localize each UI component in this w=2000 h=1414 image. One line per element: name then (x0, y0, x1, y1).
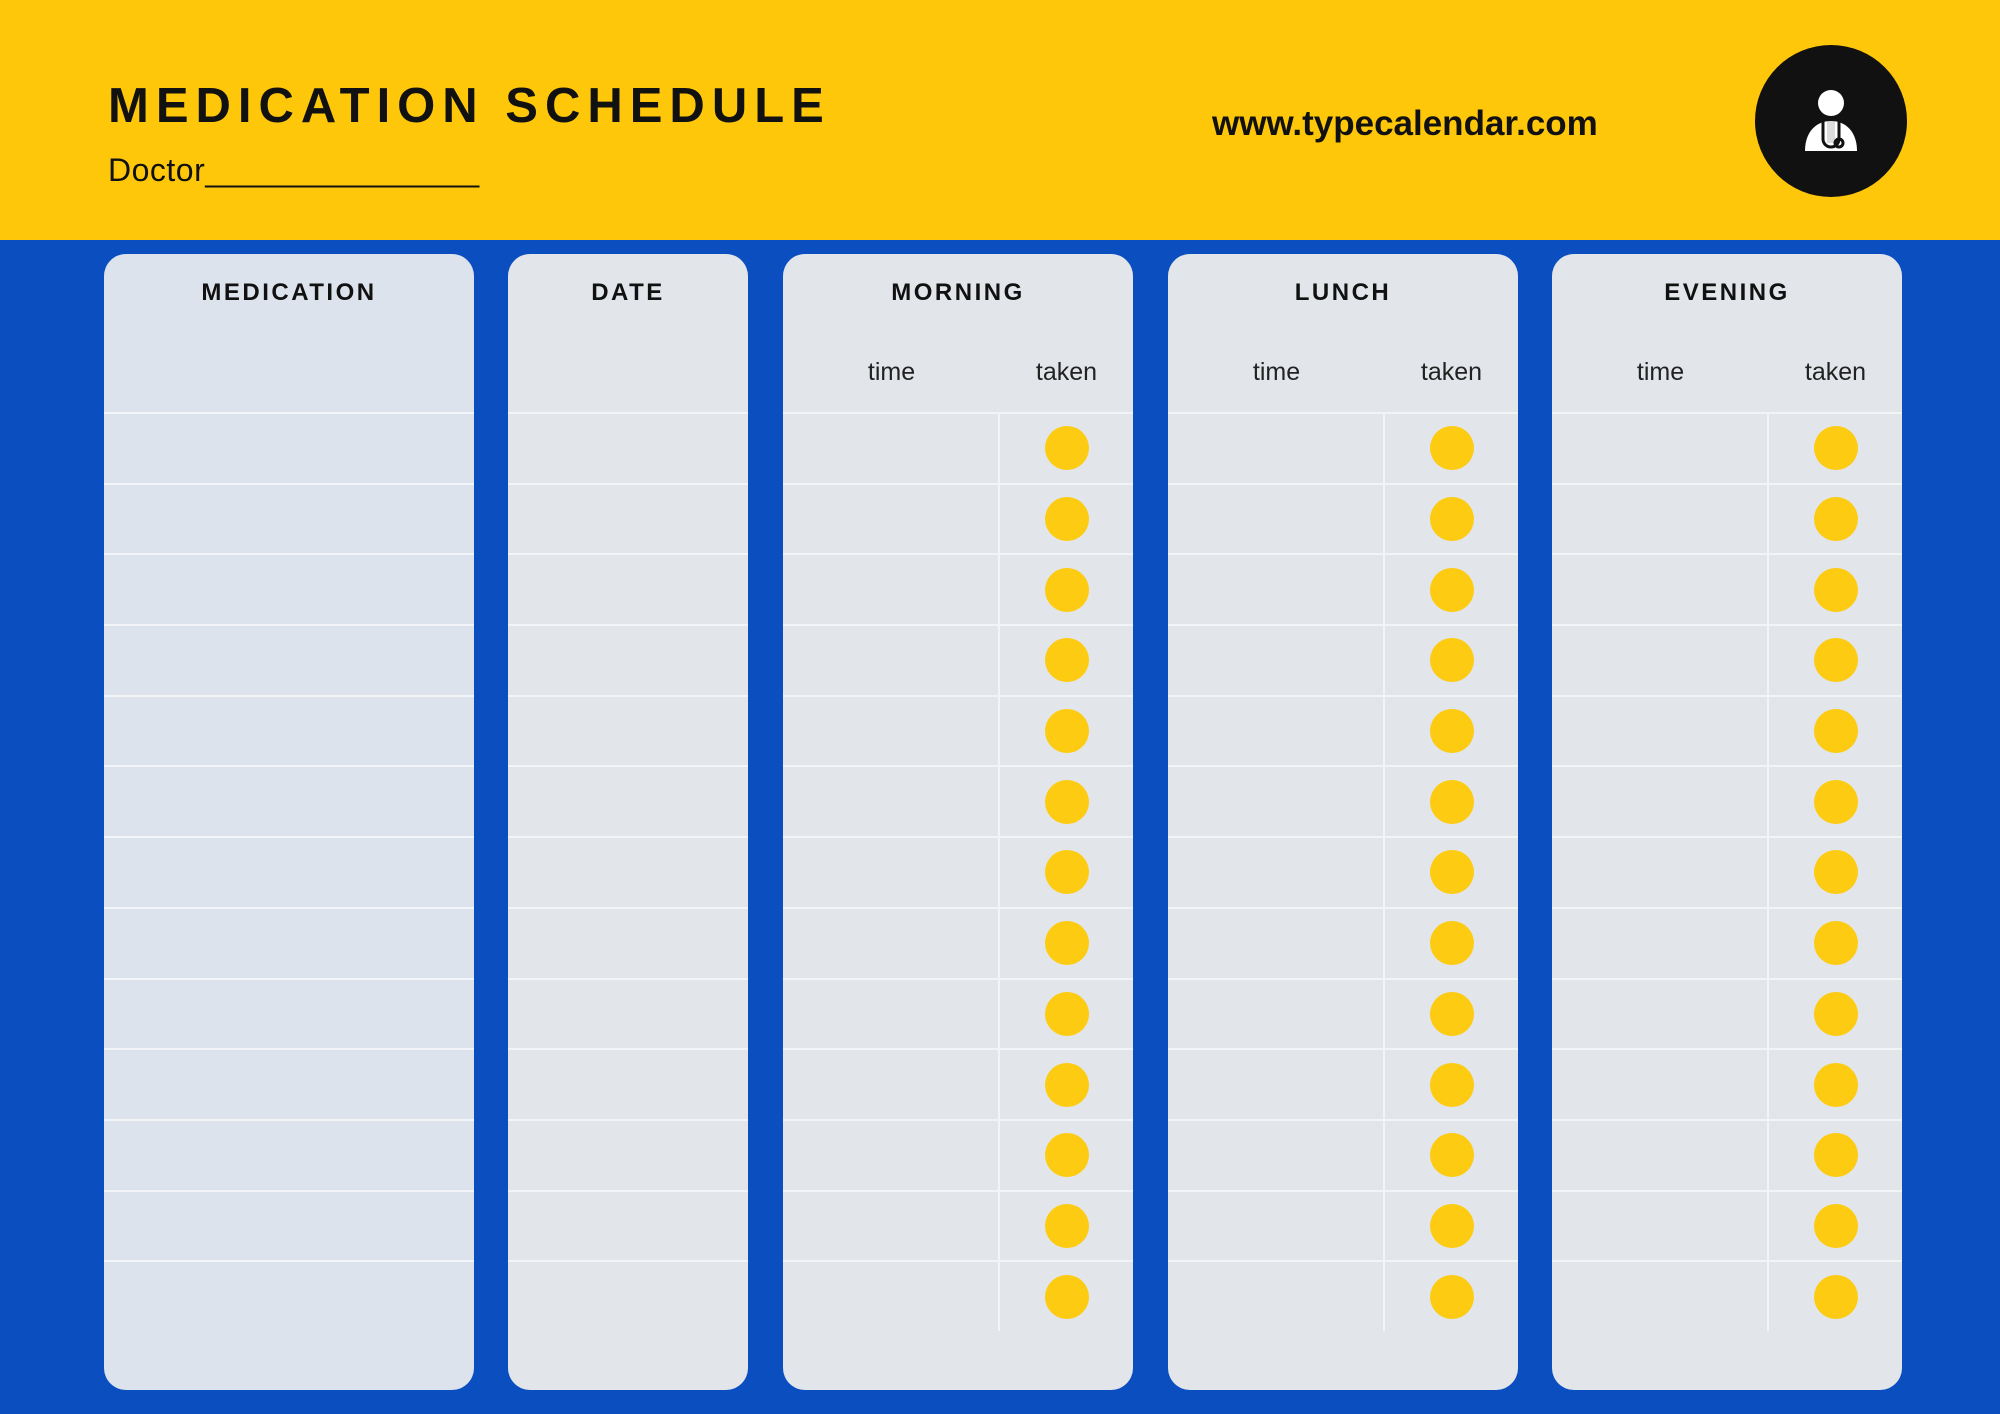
lunch-time-cell[interactable] (1168, 909, 1385, 978)
table-row[interactable] (1552, 1119, 1902, 1190)
lunch-time-cell[interactable] (1168, 485, 1385, 554)
taken-dot-icon[interactable] (1430, 709, 1474, 753)
morning-taken-cell[interactable] (1000, 626, 1133, 695)
taken-dot-icon[interactable] (1430, 497, 1474, 541)
table-row[interactable] (783, 695, 1133, 766)
column-morning (783, 254, 1133, 1390)
date-cell[interactable] (508, 1121, 748, 1190)
table-row[interactable] (783, 1190, 1133, 1261)
table-row[interactable] (1168, 978, 1518, 1049)
lunch-taken-cell[interactable] (1385, 555, 1518, 624)
lunch-taken-cell[interactable] (1385, 767, 1518, 836)
taken-dot-icon[interactable] (1045, 1204, 1089, 1248)
taken-dot-icon[interactable] (1045, 850, 1089, 894)
table-row[interactable] (104, 1048, 474, 1119)
table-row[interactable] (783, 1119, 1133, 1190)
medication-rows (104, 412, 474, 1331)
table-row[interactable] (1552, 765, 1902, 836)
taken-dot-icon[interactable] (1045, 992, 1089, 1036)
taken-dot-icon[interactable] (1430, 921, 1474, 965)
medication-cell[interactable] (104, 980, 474, 1049)
morning-taken-cell[interactable] (1000, 555, 1133, 624)
taken-dot-icon[interactable] (1430, 850, 1474, 894)
table-row[interactable] (783, 836, 1133, 907)
table-row[interactable] (104, 836, 474, 907)
morning-time-cell[interactable] (783, 697, 1000, 766)
table-row[interactable] (1552, 695, 1902, 766)
evening-time-cell[interactable] (1552, 626, 1769, 695)
evening-rows (1552, 412, 1902, 1331)
lunch-time-cell[interactable] (1168, 1262, 1385, 1331)
medication-cell[interactable] (104, 1192, 474, 1261)
lunch-time-cell[interactable] (1168, 1121, 1385, 1190)
subheader-time: time (1252, 357, 1301, 386)
table-row[interactable] (104, 624, 474, 695)
table-row[interactable] (104, 978, 474, 1049)
lunch-time-cell[interactable] (1168, 697, 1385, 766)
medication-header-spacer (104, 332, 474, 412)
morning-time-cell[interactable] (783, 1192, 1000, 1261)
table-row[interactable] (783, 1048, 1133, 1119)
medication-cell[interactable] (104, 485, 474, 554)
lunch-time-cell[interactable] (1168, 555, 1385, 624)
morning-time-cell[interactable] (783, 980, 1000, 1049)
morning-taken-cell[interactable] (1000, 838, 1133, 907)
table-row[interactable] (508, 765, 748, 836)
date-cell[interactable] (508, 485, 748, 554)
table-row[interactable] (783, 553, 1133, 624)
date-rows (508, 412, 748, 1331)
evening-subheaders (1552, 332, 1902, 412)
lunch-time-cell[interactable] (1168, 626, 1385, 695)
evening-taken-cell[interactable] (1769, 767, 1902, 836)
taken-dot-icon[interactable] (1814, 568, 1858, 612)
lunch-taken-cell[interactable] (1385, 1121, 1518, 1190)
subheader-taken: taken (1035, 357, 1098, 386)
date-cell[interactable] (508, 1050, 748, 1119)
medication-cell[interactable] (104, 626, 474, 695)
evening-time-cell[interactable] (1552, 1050, 1769, 1119)
subheader-taken: taken (1420, 357, 1483, 386)
taken-dot-icon[interactable] (1045, 780, 1089, 824)
medication-cell[interactable] (104, 414, 474, 483)
morning-subheaders (783, 332, 1133, 412)
table-row[interactable] (104, 553, 474, 624)
date-cell[interactable] (508, 767, 748, 836)
lunch-time-cell[interactable] (1168, 980, 1385, 1049)
taken-dot-icon[interactable] (1814, 426, 1858, 470)
taken-dot-icon[interactable] (1814, 1204, 1858, 1248)
table-row[interactable] (1168, 836, 1518, 907)
taken-dot-icon[interactable] (1430, 992, 1474, 1036)
table-row[interactable] (1552, 978, 1902, 1049)
table-row[interactable] (508, 907, 748, 978)
morning-time-cell[interactable] (783, 838, 1000, 907)
medication-cell[interactable] (104, 1121, 474, 1190)
taken-dot-icon[interactable] (1045, 638, 1089, 682)
taken-dot-icon[interactable] (1814, 1063, 1858, 1107)
doctor-field-label: Doctor_______________ (108, 152, 480, 188)
taken-dot-icon[interactable] (1814, 709, 1858, 753)
date-cell[interactable] (508, 1262, 748, 1331)
morning-taken-cell[interactable] (1000, 414, 1133, 483)
evening-taken-cell[interactable] (1769, 1262, 1902, 1331)
table-row[interactable] (1552, 412, 1902, 483)
medication-cell[interactable] (104, 555, 474, 624)
lunch-taken-cell[interactable] (1385, 1192, 1518, 1261)
taken-dot-icon[interactable] (1814, 780, 1858, 824)
lunch-time-cell[interactable] (1168, 1050, 1385, 1119)
morning-taken-cell[interactable] (1000, 1192, 1133, 1261)
schedule-board (0, 240, 2000, 1414)
taken-dot-icon[interactable] (1045, 709, 1089, 753)
table-row[interactable] (783, 1260, 1133, 1331)
table-row[interactable] (508, 695, 748, 766)
column-header-medication: MEDICATION (201, 279, 377, 306)
column-evening (1552, 254, 1902, 1390)
morning-time-cell[interactable] (783, 1262, 1000, 1331)
table-row[interactable] (104, 695, 474, 766)
taken-dot-icon[interactable] (1814, 497, 1858, 541)
morning-time-cell[interactable] (783, 1050, 1000, 1119)
table-row[interactable] (1552, 907, 1902, 978)
column-header-morning: MORNING (891, 279, 1025, 306)
lunch-taken-cell[interactable] (1385, 1050, 1518, 1119)
morning-taken-cell[interactable] (1000, 1050, 1133, 1119)
subheader-taken: taken (1804, 357, 1867, 386)
doctor-avatar-icon (1755, 45, 1907, 197)
morning-taken-cell[interactable] (1000, 485, 1133, 554)
table-row[interactable] (1168, 412, 1518, 483)
table-row[interactable] (1168, 553, 1518, 624)
morning-time-cell[interactable] (783, 767, 1000, 836)
taken-dot-icon[interactable] (1045, 1063, 1089, 1107)
taken-dot-icon[interactable] (1045, 921, 1089, 965)
morning-time-cell[interactable] (783, 555, 1000, 624)
evening-taken-cell[interactable] (1769, 838, 1902, 907)
evening-taken-cell[interactable] (1769, 1050, 1902, 1119)
evening-time-cell[interactable] (1552, 697, 1769, 766)
table-row[interactable] (104, 483, 474, 554)
evening-time-cell[interactable] (1552, 1192, 1769, 1261)
taken-dot-icon[interactable] (1814, 850, 1858, 894)
table-row[interactable] (1168, 1190, 1518, 1261)
table-row[interactable] (1168, 1048, 1518, 1119)
morning-time-cell[interactable] (783, 626, 1000, 695)
column-medication (104, 254, 474, 1390)
taken-dot-icon[interactable] (1045, 1133, 1089, 1177)
date-cell[interactable] (508, 697, 748, 766)
date-cell[interactable] (508, 1192, 748, 1261)
morning-time-cell[interactable] (783, 1121, 1000, 1190)
table-row[interactable] (1552, 836, 1902, 907)
table-row[interactable] (1168, 1119, 1518, 1190)
table-row[interactable] (104, 1190, 474, 1261)
column-header-lunch: LUNCH (1294, 279, 1392, 306)
table-row[interactable] (508, 624, 748, 695)
evening-time-cell[interactable] (1552, 555, 1769, 624)
evening-time-cell[interactable] (1552, 767, 1769, 836)
taken-dot-icon[interactable] (1430, 638, 1474, 682)
table-row[interactable] (783, 978, 1133, 1049)
evening-time-cell[interactable] (1552, 414, 1769, 483)
evening-taken-cell[interactable] (1769, 485, 1902, 554)
table-row[interactable] (1168, 695, 1518, 766)
morning-taken-cell[interactable] (1000, 767, 1133, 836)
column-header-date: DATE (591, 279, 665, 306)
table-row[interactable] (1552, 1048, 1902, 1119)
taken-dot-icon[interactable] (1430, 1275, 1474, 1319)
medication-cell[interactable] (104, 838, 474, 907)
morning-taken-cell[interactable] (1000, 1121, 1133, 1190)
evening-time-cell[interactable] (1552, 980, 1769, 1049)
page-title: MEDICATION SCHEDULE (108, 79, 831, 133)
taken-dot-icon[interactable] (1430, 1133, 1474, 1177)
evening-taken-cell[interactable] (1769, 555, 1902, 624)
evening-taken-cell[interactable] (1769, 697, 1902, 766)
lunch-time-cell[interactable] (1168, 1192, 1385, 1261)
table-row[interactable] (508, 553, 748, 624)
taken-dot-icon[interactable] (1430, 568, 1474, 612)
taken-dot-icon[interactable] (1045, 497, 1089, 541)
table-row[interactable] (783, 907, 1133, 978)
subheader-time: time (1636, 357, 1685, 386)
medication-cell[interactable] (104, 767, 474, 836)
morning-taken-cell[interactable] (1000, 697, 1133, 766)
lunch-time-cell[interactable] (1168, 838, 1385, 907)
subheader-time: time (867, 357, 916, 386)
evening-taken-cell[interactable] (1769, 626, 1902, 695)
column-date (508, 254, 748, 1390)
evening-time-cell[interactable] (1552, 1121, 1769, 1190)
morning-taken-cell[interactable] (1000, 980, 1133, 1049)
evening-taken-cell[interactable] (1769, 1121, 1902, 1190)
medication-cell[interactable] (104, 909, 474, 978)
lunch-taken-cell[interactable] (1385, 626, 1518, 695)
table-row[interactable] (508, 483, 748, 554)
lunch-subheaders (1168, 332, 1518, 412)
morning-taken-cell[interactable] (1000, 909, 1133, 978)
taken-dot-icon[interactable] (1045, 426, 1089, 470)
table-row[interactable] (1168, 765, 1518, 836)
taken-dot-icon[interactable] (1045, 568, 1089, 612)
table-row[interactable] (783, 624, 1133, 695)
table-row[interactable] (1168, 907, 1518, 978)
taken-dot-icon[interactable] (1430, 426, 1474, 470)
evening-taken-cell[interactable] (1769, 1192, 1902, 1261)
medication-cell[interactable] (104, 697, 474, 766)
lunch-taken-cell[interactable] (1385, 697, 1518, 766)
morning-time-cell[interactable] (783, 414, 1000, 483)
lunch-taken-cell[interactable] (1385, 485, 1518, 554)
taken-dot-icon[interactable] (1814, 921, 1858, 965)
table-row[interactable] (508, 1190, 748, 1261)
column-lunch (1168, 254, 1518, 1390)
evening-time-cell[interactable] (1552, 909, 1769, 978)
lunch-time-cell[interactable] (1168, 414, 1385, 483)
table-row[interactable] (783, 765, 1133, 836)
table-row[interactable] (104, 907, 474, 978)
website-url[interactable]: www.typecalendar.com (1212, 104, 1598, 143)
table-row[interactable] (508, 1119, 748, 1190)
taken-dot-icon[interactable] (1430, 1063, 1474, 1107)
table-row[interactable] (508, 836, 748, 907)
date-cell[interactable] (508, 838, 748, 907)
lunch-taken-cell[interactable] (1385, 414, 1518, 483)
lunch-time-cell[interactable] (1168, 767, 1385, 836)
taken-dot-icon[interactable] (1814, 992, 1858, 1036)
column-header-evening: EVENING (1664, 279, 1790, 306)
table-row[interactable] (508, 1260, 748, 1331)
date-cell[interactable] (508, 414, 748, 483)
table-row[interactable] (783, 412, 1133, 483)
lunch-taken-cell[interactable] (1385, 909, 1518, 978)
table-row[interactable] (1552, 624, 1902, 695)
table-row[interactable] (508, 1048, 748, 1119)
morning-time-cell[interactable] (783, 485, 1000, 554)
date-cell[interactable] (508, 555, 748, 624)
date-cell[interactable] (508, 980, 748, 1049)
table-row[interactable] (104, 412, 474, 483)
taken-dot-icon[interactable] (1430, 780, 1474, 824)
table-row[interactable] (1552, 1190, 1902, 1261)
date-cell[interactable] (508, 626, 748, 695)
page-header (0, 0, 2000, 240)
evening-taken-cell[interactable] (1769, 414, 1902, 483)
lunch-rows (1168, 412, 1518, 1331)
medication-cell[interactable] (104, 1050, 474, 1119)
lunch-taken-cell[interactable] (1385, 838, 1518, 907)
evening-time-cell[interactable] (1552, 838, 1769, 907)
taken-dot-icon[interactable] (1814, 638, 1858, 682)
evening-taken-cell[interactable] (1769, 980, 1902, 1049)
table-row[interactable] (1552, 1260, 1902, 1331)
table-row[interactable] (508, 978, 748, 1049)
table-row[interactable] (1168, 624, 1518, 695)
table-row[interactable] (104, 1260, 474, 1331)
taken-dot-icon[interactable] (1814, 1275, 1858, 1319)
table-row[interactable] (1168, 1260, 1518, 1331)
medication-cell[interactable] (104, 1262, 474, 1331)
evening-taken-cell[interactable] (1769, 909, 1902, 978)
table-row[interactable] (104, 1119, 474, 1190)
morning-time-cell[interactable] (783, 909, 1000, 978)
table-row[interactable] (1168, 483, 1518, 554)
table-row[interactable] (1552, 483, 1902, 554)
table-row[interactable] (783, 483, 1133, 554)
date-header-spacer (508, 332, 748, 412)
lunch-taken-cell[interactable] (1385, 1262, 1518, 1331)
date-cell[interactable] (508, 909, 748, 978)
taken-dot-icon[interactable] (1430, 1204, 1474, 1248)
taken-dot-icon[interactable] (1045, 1275, 1089, 1319)
evening-time-cell[interactable] (1552, 1262, 1769, 1331)
table-row[interactable] (508, 412, 748, 483)
taken-dot-icon[interactable] (1814, 1133, 1858, 1177)
table-row[interactable] (1552, 553, 1902, 624)
lunch-taken-cell[interactable] (1385, 980, 1518, 1049)
morning-rows (783, 412, 1133, 1331)
evening-time-cell[interactable] (1552, 485, 1769, 554)
table-row[interactable] (104, 765, 474, 836)
morning-taken-cell[interactable] (1000, 1262, 1133, 1331)
